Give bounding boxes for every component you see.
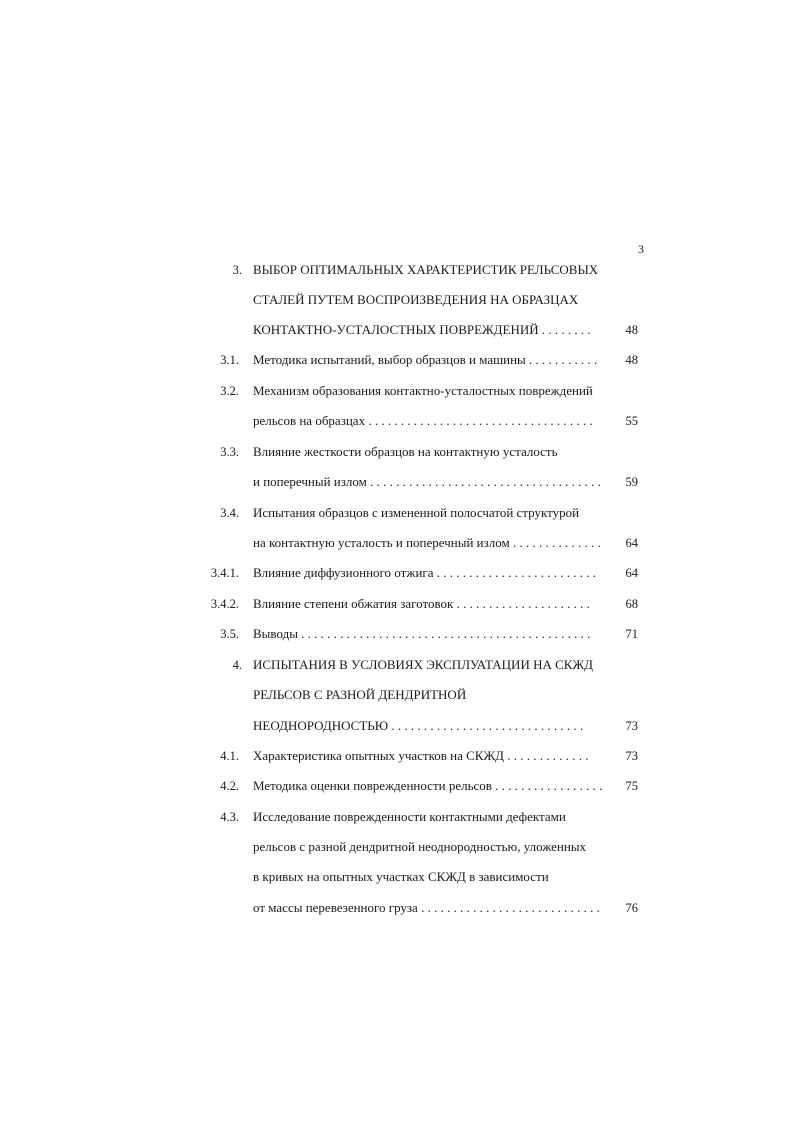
toc-page-number: 68	[625, 597, 638, 611]
toc-page-number: 64	[625, 566, 638, 580]
toc-title-line: Влияние диффузионного отжига . . . . . . . . . . . . . . . . . . . . . . . . .	[253, 565, 597, 580]
toc-title-line: Характеристика опытных участков на СКЖД . . . . . . . . . . . . .	[253, 748, 589, 763]
toc-title-line: НЕОДНОРОДНОСТЬЮ . . . . . . . . . . . . . . . . . . . . . . . . . . . . . .	[253, 718, 584, 733]
toc-title-line: в кривых на опытных участках СКЖД в зависимости	[253, 869, 549, 884]
toc-title-line: Выводы . . . . . . . . . . . . . . . . . . . . . . . . . . . . . . . . . . . . . . . . . . . . .	[253, 626, 591, 641]
page-number: 3	[638, 242, 644, 256]
toc-section-number: 4.1.	[220, 749, 239, 763]
toc-title-line: ИСПЫТАНИЯ В УСЛОВИЯХ ЭКСПЛУАТАЦИИ НА СКЖД	[253, 657, 593, 672]
toc-section-number: 3.	[232, 263, 242, 277]
toc-title-line: рельсов с разной дендритной неоднородностью, уложенных	[253, 839, 587, 854]
toc-section-number: 4.3.	[220, 810, 239, 824]
toc-title-line: Влияние жесткости образцов на контактную усталость	[253, 444, 558, 459]
toc-title-line: Испытания образцов с измененной полосчатой структурой	[253, 505, 580, 520]
toc-title-line: РЕЛЬСОВ С РАЗНОЙ ДЕНДРИТНОЙ	[253, 687, 467, 702]
toc-page-number: 76	[625, 901, 638, 915]
toc-page-number: 75	[625, 779, 638, 793]
toc-title-line: Исследование поврежденности контактными дефектами	[253, 809, 566, 824]
toc-title-line: на контактную усталость и поперечный излом . . . . . . . . . . . . . .	[253, 535, 601, 550]
toc-page-number: 73	[625, 749, 638, 763]
toc-section-number: 4.2.	[220, 779, 239, 793]
toc-page-number: 71	[625, 627, 638, 641]
toc-title-line: КОНТАКТНО-УСТАЛОСТНЫХ ПОВРЕЖДЕНИЙ . . . . . . . .	[253, 322, 591, 337]
toc-page-number: 55	[625, 414, 638, 428]
toc-section-number: 3.3.	[220, 445, 239, 459]
toc-title-line: рельсов на образцах . . . . . . . . . . . . . . . . . . . . . . . . . . . . . . . . . . .	[253, 413, 593, 428]
toc-page-number: 59	[625, 475, 638, 489]
toc-title-line: СТАЛЕЙ ПУТЕМ ВОСПРОИЗВЕДЕНИЯ НА ОБРАЗЦАХ	[253, 292, 579, 307]
toc-title-line: Методика испытаний, выбор образцов и машины . . . . . . . . . . .	[253, 352, 598, 367]
toc-page-number: 64	[625, 536, 638, 550]
toc-section-number: 4.	[232, 658, 242, 672]
toc-title-line: ВЫБОР ОПТИМАЛЬНЫХ ХАРАКТЕРИСТИК РЕЛЬСОВЫХ	[253, 262, 599, 277]
toc-section-number: 3.1.	[220, 353, 239, 367]
toc-title-line: и поперечный излом . . . . . . . . . . . . . . . . . . . . . . . . . . . . . . . . . . . .	[253, 474, 601, 489]
toc-page-number: 73	[625, 719, 638, 733]
toc-title-line: от массы перевезенного груза . . . . . . . . . . . . . . . . . . . . . . . . . . . .	[253, 900, 600, 915]
toc-title-line: Механизм образования контактно-усталостных повреждений	[253, 383, 593, 398]
toc-section-number: 3.4.1.	[210, 566, 239, 580]
toc-section-number: 3.4.	[220, 506, 239, 520]
toc-section-number: 3.4.2.	[210, 597, 239, 611]
toc-section-number: 3.5.	[220, 627, 239, 641]
toc-page-number: 48	[625, 353, 638, 367]
toc-title-line: Влияние степени обжатия заготовок . . . . . . . . . . . . . . . . . . . . .	[253, 596, 590, 611]
toc-section-number: 3.2.	[220, 384, 239, 398]
toc-page-number: 48	[625, 323, 638, 337]
toc-title-line: Методика оценки поврежденности рельсов . . . . . . . . . . . . . . . . .	[253, 778, 603, 793]
